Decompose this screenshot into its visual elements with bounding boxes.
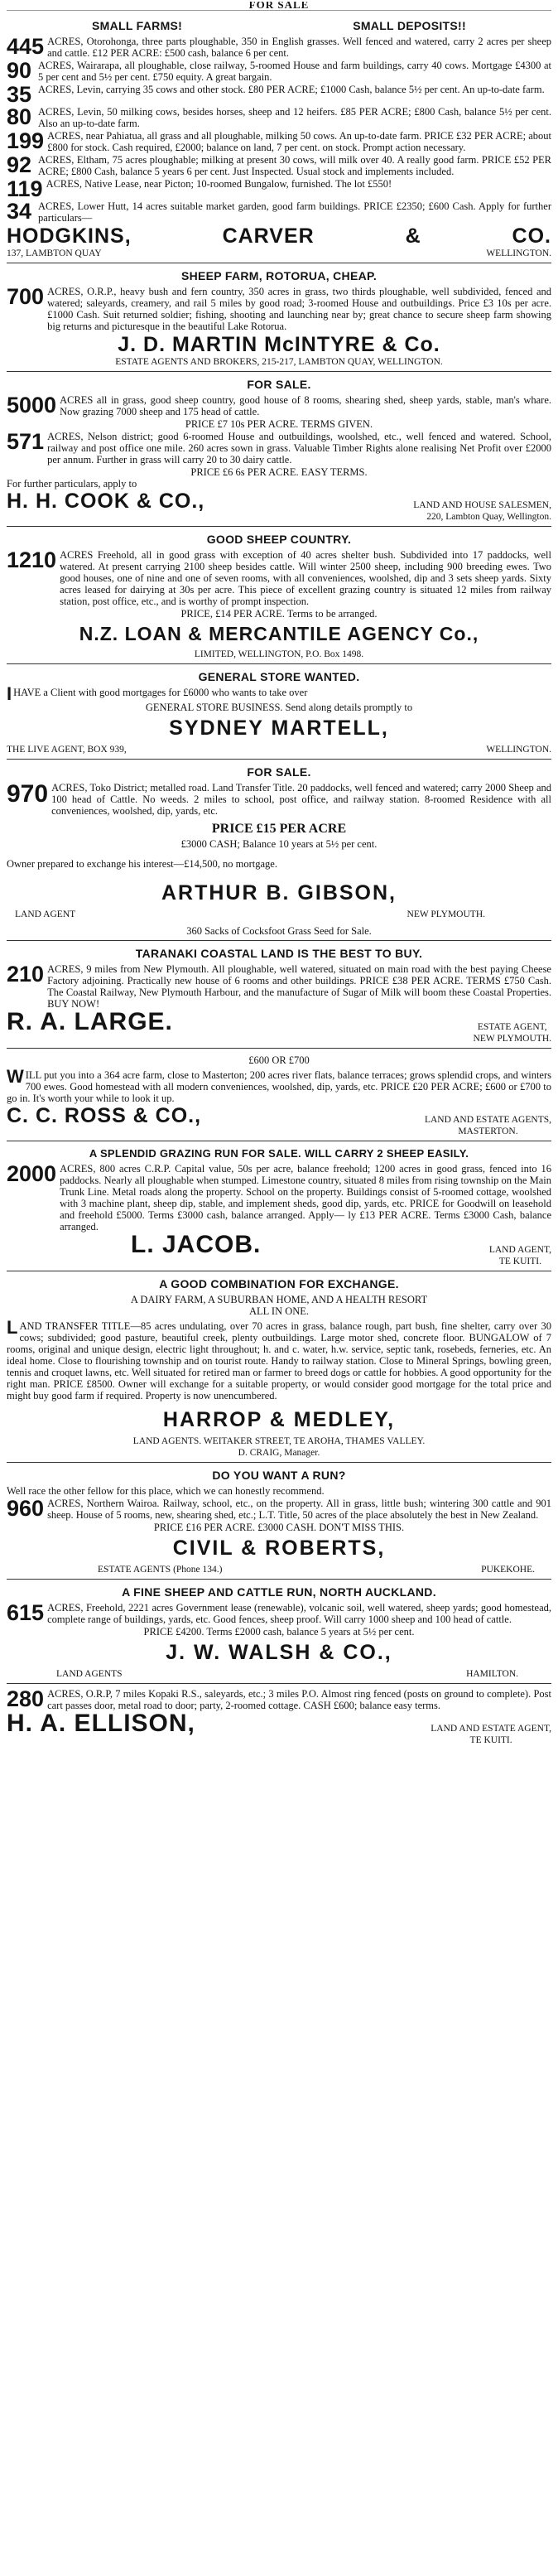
listing: [7, 1163, 551, 1233]
listing-acres: 615: [7, 1600, 45, 1625]
listing-acres: 199: [7, 128, 45, 153]
firm-address: [7, 909, 551, 920]
address: THE LIVE AGENT, BOX 939,: [7, 745, 127, 755]
listing: [7, 200, 551, 224]
ad-hodgkins: [7, 13, 551, 263]
listing-acres: 2000: [7, 1161, 57, 1186]
ad-ross: [7, 1049, 551, 1141]
masthead: FOR SALE: [7, 2, 551, 11]
listing: [7, 84, 551, 105]
ad-walsh: [7, 1580, 551, 1684]
city: NEW PLYMOUTH.: [473, 1034, 551, 1044]
firm-manager: D. CRAIG, Manager.: [238, 1448, 320, 1458]
ad-headline: FOR SALE.: [247, 378, 311, 391]
ad-top: £600 OR £700: [248, 1054, 310, 1066]
ad-nz-loan: [7, 527, 551, 664]
listing: [7, 782, 551, 817]
listing-price: PRICE £6 6s PER ACRE. EASY TERMS.: [190, 466, 368, 478]
listing-price: PRICE £15 PER ACRE: [211, 822, 347, 836]
firm-row: [7, 1233, 551, 1267]
firm-details: [474, 1021, 551, 1044]
ad-headline: A SPLENDID GRAZING RUN FOR SALE. WILL CARRY 2 SHEEP EASILY.: [89, 1147, 469, 1160]
listing-text: ACRES, Wairarapa, all ploughable, close railway, 5-roomed House and farm buildings, carry 40 cows. Mortgage £4300 at 5 per cent and 5½ per cent. £750 equity. A great bargain.: [38, 60, 551, 83]
firm-word: CO.: [512, 224, 551, 248]
firm-address: ESTATE AGENTS AND BROKERS, 215-217, LAMBTON QUAY, WELLINGTON.: [115, 357, 443, 367]
listing: [7, 178, 551, 200]
headline-right: SMALL DEPOSITS!!: [353, 19, 466, 32]
listing: [7, 1602, 551, 1625]
firm-address: [7, 1564, 551, 1575]
city: WELLINGTON.: [486, 248, 551, 258]
firm-name: SYDNEY MARTELL,: [169, 716, 389, 740]
listing: [7, 60, 551, 83]
city: MASTERTON.: [458, 1126, 518, 1136]
firm-role: LAND AGENT,: [488, 1245, 551, 1255]
listing-text: ACRES, Nelson district; good 6-roomed House and outbuildings, woolshed, etc., well fenced and watered. School, railway and post office one mile. 260 acres sown in grass. Valuable Timber Rights alone realising Net Profit over £2000 per annum. Further in grass will carry 20 to 30 dairy cattle.: [47, 431, 551, 466]
firm-name: H. H. COOK & CO.,: [7, 490, 205, 513]
subline: ALL IN ONE.: [248, 1305, 310, 1317]
listing-price: PRICE £16 PER ACRE. £3000 CASH. DON'T MISS THIS.: [153, 1522, 405, 1533]
ad-jacob: [7, 1141, 551, 1271]
drop-cap: I: [7, 683, 12, 704]
firm-name: HARROP & MEDLEY,: [162, 1408, 396, 1431]
listing: [7, 1688, 551, 1711]
listing-text: ACRES, Levin, carrying 35 cows and other stock. £80 PER ACRE; £1000 Cash, balance 5½ per cent. An up-to-date farm.: [38, 84, 545, 95]
firm-row: [7, 1104, 551, 1137]
ad-body: [7, 683, 551, 704]
ad-headline: FOR SALE.: [247, 765, 311, 779]
ad-text-line2: GENERAL STORE BUSINESS. Send along details promptly to: [145, 702, 413, 713]
firm-word: HODGKINS,: [7, 224, 132, 248]
city: HAMILTON.: [466, 1669, 518, 1679]
listing-acres: 90: [7, 58, 32, 83]
address: 137, LAMBTON QUAY: [7, 248, 102, 258]
listing: [7, 36, 551, 59]
firm-name: J. W. WALSH & CO.,: [166, 1641, 392, 1664]
ad-ellison: [7, 1684, 551, 1749]
listing-acres: 970: [7, 780, 49, 808]
ad-cook: [7, 372, 551, 527]
listing: [7, 394, 551, 417]
firm-row: [7, 1712, 551, 1746]
listing-text: ACRES, Freehold, 2221 acres Government lease (renewable), volcanic soil, well watered, sheep yards; good homestead, complete range of buildings, yards, etc. Good fences, sheep proof. Will carry 1000 sheep and 100 head of cattle.: [47, 1602, 551, 1625]
listing: [7, 130, 551, 153]
listing-text: ACRES, O.R.P, 7 miles Kopaki R.S., saleyards, etc.; 3 miles P.O. Almost ring fenced (posts on ground to complete). Post cart passes door, metal road to door; party, 2-roomed cottage. CASH £600; balance easy terms.: [47, 1688, 551, 1711]
firm-address: [7, 248, 551, 259]
ad-headline: A GOOD COMBINATION FOR EXCHANGE.: [159, 1277, 399, 1290]
listing-text: ACRES, Native Lease, near Picton; 10-roomed Bungalow, furnished. The lot £550!: [46, 178, 392, 190]
listing: [7, 1498, 551, 1521]
firm-address: LAND AGENTS. WEITAKER STREET, TE AROHA, THAMES VALLEY.: [132, 1436, 426, 1446]
ad-headline: SHEEP FARM, ROTORUA, CHEAP.: [180, 269, 378, 282]
address: ESTATE AGENTS (Phone 134.): [98, 1565, 223, 1575]
firm-address: 220, Lambton Quay, Wellington.: [426, 512, 551, 522]
ad-headline: GOOD SHEEP COUNTRY.: [206, 533, 352, 546]
ad-text: AND TRANSFER TITLE—85 acres undulating, over 70 acres in grass, balance rough, part bush, fine shelter, carry over 30 cows; subdivided; good pasture, beautiful creek, plenty outbuildings. Large motor shed, concrete floor. BUNGALOW of 7 rooms, original and unique design, electric light throughout; h. and c. water, h.w. service, septic tank, rosebeds, ferneries, etc. An ideal home. Close to flourishing township and on tourist route. Handy to railway station. Close to Mineral Springs, bowling green, tennis and croquet lawns, etc. Well situated for retired man or farmer to breed dogs or cattle for hobbies. A good opportunity for the right man. PRICE £8500. Owner will exchange for a suitable property, or would consider good mortgage for the total price and might buy good farm if required. Property is now unencumbered.: [7, 1320, 551, 1401]
listing-text: ACRES, O.R.P., heavy bush and fern country, 350 acres in grass, two thirds ploughable, well subdivided, fenced and watered; saleyards, creamery, and rail 5 miles by good road; 3-roomed House and outbuildings. Price £3 10s per acre. £1000 Cash. Suit returned soldier; fishing, shooting and launching near by; great chance to secure sheep farm showing big returns and picturesque in the beautiful Lake Rotorua.: [47, 286, 551, 332]
listing-price: PRICE £4200. Terms £2000 cash, balance 5 years at 5½ per cent.: [143, 1626, 415, 1638]
listing-acres: 571: [7, 429, 45, 454]
cash-terms: £3000 CASH; Balance 10 years at 5½ per cent.: [180, 838, 378, 850]
listing-acres: 80: [7, 104, 32, 129]
listing-acres: 280: [7, 1686, 45, 1711]
listing-text: ACRES Freehold, all in good grass with exception of 40 acres shelter bush. Subdivided into 17 paddocks, well watered. At present carrying 2100 sheep besides cattle. Will winter 2500 sheep, including 900 breeding ewes. Two good houses, one of nine and one of seven rooms, with all conveniences, woolshed, dip and 3 sets sheep yards. Sixty acres leased for dairying at 30s per acre. This piece of excellent grazing country is situated 12 miles from railway station, post office, etc., and is worthy of prompt inspection.: [60, 549, 551, 607]
subline: A DAIRY FARM, A SUBURBAN HOME, AND A HEALTH RESORT: [130, 1294, 428, 1305]
firm-word: &: [405, 224, 421, 248]
ad-headline: A FINE SHEEP AND CATTLE RUN, NORTH AUCKLAND.: [122, 1585, 436, 1599]
classified-page: [7, 0, 551, 1749]
listing-acres: 700: [7, 284, 45, 309]
ad-text: ILL put you into a 364 acre farm, close to Masterton; 200 acres river flats, balance terraces; grows splendid crops, and winters 700 ewes. Good homestead with all modern conveniences, woolshed, dip, yards, etc. PRICE £20 PER ACRE; £600 or £700 to go in. It's worth your while to look it up.: [7, 1069, 551, 1104]
firm-row: [7, 490, 551, 523]
drop-cap: W: [7, 1066, 24, 1087]
firm-name: H. A. ELLISON,: [7, 1710, 195, 1737]
firm-details: [489, 1244, 551, 1267]
ad-mcintyre: [7, 263, 551, 372]
firm-role: LAND AND HOUSE SALESMEN,: [413, 500, 551, 510]
firm-address: [7, 1668, 551, 1680]
address: LAND AGENT: [15, 909, 76, 919]
ad-body: [7, 1317, 551, 1401]
listing: [7, 549, 551, 607]
listing-acres: 210: [7, 962, 45, 987]
firm-row: [7, 1008, 551, 1044]
listing-text: ACRES, 9 miles from New Plymouth. All ploughable, well watered, situated on main road with the best paying Cheese Factory adjoining. Practically new house of 6 rooms and other buildings. PRICE £38 PER ACRE. TERMS £750 Cash. The Coastal Railway, New Plymouth Harbour, and the manufacture of Sugar of Milk will boom these Coastal Properties. BUY NOW!: [47, 963, 551, 1010]
firm-details: [413, 499, 551, 523]
drop-cap: L: [7, 1317, 18, 1338]
firm-name: CIVIL & ROBERTS,: [172, 1536, 386, 1560]
city: PUKEKOHE.: [481, 1565, 535, 1575]
firm-address: [7, 744, 551, 755]
ad-intro: Well race the other fellow for this place, which we can honestly recommend.: [7, 1485, 325, 1497]
firm-name: N.Z. LOAN & MERCANTILE AGENCY Co.,: [79, 623, 479, 644]
firm-address: LIMITED, WELLINGTON, P.O. Box 1498.: [194, 649, 364, 659]
listing-acres: 34: [7, 199, 32, 224]
firm-word: CARVER: [222, 224, 315, 248]
city: WELLINGTON.: [486, 745, 551, 755]
listing-acres: 960: [7, 1496, 45, 1521]
owner-note: Owner prepared to exchange his interest—£14,500, no mortgage.: [7, 858, 277, 870]
listing-text: ACRES, Northern Wairoa. Railway, school, etc., on the property. All in grass, little bush; wintering 300 cattle and 901 sheep. House of 5 rooms, new, shearing shed, etc.; L.T. Title, 50 acres of the place absolutely the best in New Zealand.: [47, 1498, 551, 1521]
ad-text: HAVE a Client with good mortgages for £6000 who wants to take over: [13, 687, 308, 698]
ad-headline: TARANAKI COASTAL LAND IS THE BEST TO BUY.: [135, 947, 423, 960]
listing: [7, 963, 551, 1010]
listing-acres: 119: [7, 176, 43, 201]
firm-role: ESTATE AGENT,: [477, 1022, 547, 1032]
ad-headline: GENERAL STORE WANTED.: [198, 670, 360, 683]
firm-role: LAND AND ESTATE AGENTS,: [424, 1115, 551, 1125]
listing-text: ACRES, Otorohonga, three parts ploughable, 350 in English grasses. Well fenced and watered, carry 2 acres per sheep and cattle. £12 PER ACRE: £500 cash, balance 6 per cent.: [47, 36, 551, 59]
listing-acres: 35: [7, 82, 32, 107]
listing: [7, 286, 551, 332]
ad-body: [7, 1066, 551, 1104]
firm-name: [7, 224, 551, 248]
listing-acres: 445: [7, 34, 45, 59]
firm-details: [431, 1723, 551, 1746]
firm-role: LAND AND ESTATE AGENT,: [431, 1724, 551, 1734]
listing-text: ACRES, Levin, 50 milking cows, besides horses, sheep and 12 heifers. £85 PER ACRE; £800 Cash, balance 5½ per cent. Also an up-to-date farm.: [38, 106, 551, 129]
ad-martell: [7, 664, 551, 760]
listing-acres: 1210: [7, 548, 57, 572]
listing: [7, 431, 551, 466]
city: NEW PLYMOUTH.: [406, 909, 485, 919]
city: TE KUITI.: [469, 1735, 512, 1745]
ad-civil-roberts: [7, 1463, 551, 1580]
ad-headline: DO YOU WANT A RUN?: [212, 1469, 346, 1482]
listing-text: ACRES, 800 acres C.R.P. Capital value, 50s per acre, balance freehold; 1200 acres in good grass, fenced into 16 paddocks. Nearly all ploughable when stumped. Limestone country, situated 8 miles from rising township on the Main Trunk Line. Metal roads along the property. School on the property. Buildings consist of 5-roomed cottage, woolshed with 3 machine plant, sheep dip, stable, and implement sheds, good dip, yards, etc. PRICE for Goodwill on leasehold and freehold £5000. Terms £3000 cash, balance arranged. Apply— ly £13 PER ACRE. Terms £3000 Cash, balance arranged.: [60, 1163, 551, 1233]
further-note: For further particulars, apply to: [7, 478, 137, 490]
listing-text: ACRES all in grass, good sheep country, good house of 8 rooms, shearing shed, sheep yards, stable, man's whare. Now grazing 7000 sheep and 175 head of cattle.: [60, 394, 551, 417]
listing-price: PRICE £7 10s PER ACRE. TERMS GIVEN.: [185, 418, 373, 430]
listing-text: ACRES, near Pahiatua, all grass and all ploughable, milking 50 cows. An up-to-date farm. PRICE £32 PER ACRE; about £800 for stock. Cash required, £2000; balance on land, 7 per cent. on stock. Prompt action necessary.: [47, 130, 551, 153]
firm-name: L. JACOB.: [131, 1231, 262, 1258]
listing: [7, 106, 551, 129]
firm-name: J. D. MARTIN McINTYRE & Co.: [118, 333, 440, 356]
listing-acres: 92: [7, 152, 32, 177]
ad-headline: [7, 19, 551, 32]
listing-acres: 5000: [7, 393, 57, 417]
city: TE KUITI.: [498, 1257, 541, 1266]
firm-name: R. A. LARGE.: [7, 1008, 173, 1035]
listing-text: ACRES, Lower Hutt, 14 acres suitable market garden, good farm buildings. PRICE £2350; £600 Cash. Apply for further particulars—: [38, 200, 551, 224]
extra-note: 360 Sacks of Cocksfoot Grass Seed for Sale.: [186, 925, 372, 937]
ad-large: [7, 941, 551, 1049]
listing: [7, 154, 551, 177]
address: LAND AGENTS: [56, 1669, 123, 1679]
listing-text: ACRES, Eltham, 75 acres ploughable; milking at present 30 cows, will milk over 40. A really good farm. PRICE £52 PER ACRE; £800 Cash, balance 5 years 6 per cent. Just Inspected. Usual stock and implements included.: [38, 154, 551, 177]
firm-details: [425, 1114, 551, 1137]
listing-price: PRICE, £14 PER ACRE. Terms to be arranged.: [180, 608, 378, 620]
ad-gibson: [7, 760, 551, 941]
ad-harrop: [7, 1271, 551, 1463]
listing-text: ACRES, Toko District; metalled road. Land Transfer Title. 20 paddocks, well fenced and watered; carry 2000 Sheep and 100 head of Cattle. No weeds. 2 miles to school, post office, and railway station. 8-roomed Residence with all conveniences, woolshed, dip, yards, etc.: [51, 782, 551, 817]
firm-name: ARTHUR B. GIBSON,: [161, 881, 397, 904]
headline-left: SMALL FARMS!: [92, 19, 183, 32]
firm-name: C. C. ROSS & CO.,: [7, 1104, 202, 1127]
